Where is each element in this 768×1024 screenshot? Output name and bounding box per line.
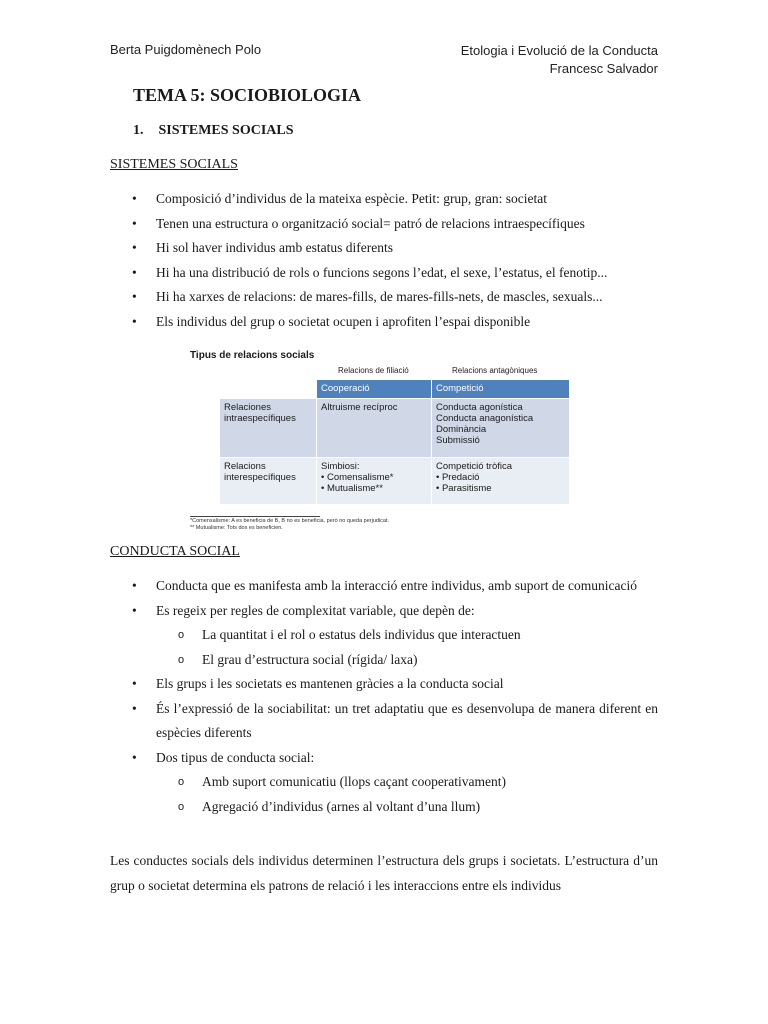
bullet-icon: • — [132, 578, 137, 593]
section-number: 1. — [133, 123, 144, 138]
list-item: • Els individus del grup o societat ocupen i aprofiten l’espai disponible — [110, 310, 658, 335]
list-item: • Hi ha una distribució de rols o funcions segons l’edat, el sexe, l’estatus, el fenotip... — [110, 261, 658, 286]
list-item: • Composició d’individus de la mateixa espècie. Petit: grup, gran: societat — [110, 187, 658, 212]
bullet-icon: • — [132, 264, 137, 280]
social-relations-figure — [190, 350, 575, 535]
subheading-sistemes-socials: SISTEMES SOCIALS — [110, 157, 238, 172]
sub-list-item: o Amb suport comunicatiu (llops caçant cooperativament) — [110, 770, 658, 795]
conducta-bullet-list — [110, 574, 658, 819]
list-item: • Els grups i les societats es mantenen gràcies a la conducta social — [110, 672, 658, 697]
footnote-mutualisme: ** Mutualisme: Tots dos es beneficien. — [190, 525, 283, 531]
cell-altruisme: Altruisme recíproc — [317, 399, 432, 458]
circle-bullet-icon: o — [178, 653, 185, 666]
sub-list-item: o El grau d’estructura social (rígida/ laxa) — [110, 648, 658, 673]
closing-paragraph: Les conductes socials dels individus determinen l’estructura dels grups i societats. L’estructura d’un grup o societat determina els patrons de relació i les interaccions entre els individus — [110, 853, 658, 893]
bullet-icon: • — [132, 215, 137, 231]
subheading-conducta-social: CONDUCTA SOCIAL — [110, 544, 240, 559]
section-heading — [133, 123, 294, 139]
header-course: Etologia i Evolució de la Conducta — [460, 43, 658, 58]
list-item: • Conducta que es manifesta amb la interacció entre individus, amb suport de comunicació — [110, 574, 658, 599]
bullet-icon: • — [132, 191, 137, 206]
cell-competicio-trofica: Competició tròfica • Predació • Parasitisme — [432, 458, 570, 505]
page-title: TEMA 5: SOCIOBIOLOGIA — [133, 85, 362, 105]
bullet-icon: • — [132, 313, 137, 329]
table-header-cooperacio: Cooperació — [317, 380, 432, 399]
bullet-icon: • — [132, 240, 137, 255]
section-label: SISTEMES SOCIALS — [158, 123, 294, 138]
figure-title: Tipus de relacions socials — [190, 350, 315, 361]
relations-table — [220, 380, 570, 505]
list-item: • És l’expressió de la sociabilitat: un tret adaptatiu que es desenvolupa de manera diferent en espècies diferents — [110, 697, 658, 746]
table-row — [220, 458, 570, 505]
sub-list-item: o Agregació d’individus (arnes al voltant d’una llum) — [110, 795, 658, 820]
sistemes-bullet-list — [110, 187, 658, 334]
list-item: • Hi sol haver individus amb estatus diferents — [110, 236, 658, 261]
header-professor: Francesc Salvador — [549, 61, 658, 76]
bullet-icon: • — [132, 602, 137, 618]
row-label-intraespecifiques: Relaciones intraespecífiques — [220, 399, 317, 458]
bullet-icon: • — [132, 676, 137, 691]
bullet-icon: • — [132, 700, 137, 716]
cell-conducta-agonistica: Conducta agonística Conducta anagonística Dominància Submissió — [432, 399, 570, 458]
row-label-interespecifiques: Relacions interespecífiques — [220, 458, 317, 505]
circle-bullet-icon: o — [178, 800, 185, 813]
table-corner — [220, 380, 317, 399]
footnote-divider — [190, 516, 320, 517]
bullet-icon: • — [132, 289, 137, 304]
sub-list — [156, 770, 658, 819]
sub-list — [156, 623, 658, 672]
header-course-block — [461, 42, 658, 78]
header-author: Berta Puigdomènech Polo — [110, 42, 262, 57]
cell-simbiosi: Simbiosi: • Comensalisme* • Mutualisme** — [317, 458, 432, 505]
bullet-icon: • — [132, 749, 137, 765]
table-header-competicio: Competició — [432, 380, 570, 399]
circle-bullet-icon: o — [178, 776, 185, 788]
list-item: • Hi ha xarxes de relacions: de mares-fills, de mares-fills-nets, de mascles, sexuals... — [110, 285, 658, 310]
circle-bullet-icon: o — [178, 629, 185, 641]
footnote-comensalisme: *Comensalisme: A es beneficia de B, B no es beneficia, però no queda perjudicat. — [190, 518, 390, 524]
table-row — [220, 399, 570, 458]
table-header-row — [220, 380, 570, 399]
figure-group-right: Relacions antagòniques — [452, 366, 538, 375]
list-item: • Tenen una estructura o organització social= patró de relacions intraespecífiques — [110, 212, 658, 237]
sub-list-item: o La quantitat i el rol o estatus dels individus que interactuen — [110, 623, 658, 648]
figure-group-left: Relacions de filiació — [338, 366, 409, 375]
list-item: • Es regeix per regles de complexitat variable, que depèn de: o La quantitat i el rol o estatus dels individus que interactuen o El grau d’estructura social (rígida/ laxa) — [110, 599, 658, 673]
list-item: • Dos tipus de conducta social: o Amb suport comunicatiu (llops caçant cooperativament) o Agregació d’individus (arnes al voltant d’una llum) — [110, 746, 658, 820]
